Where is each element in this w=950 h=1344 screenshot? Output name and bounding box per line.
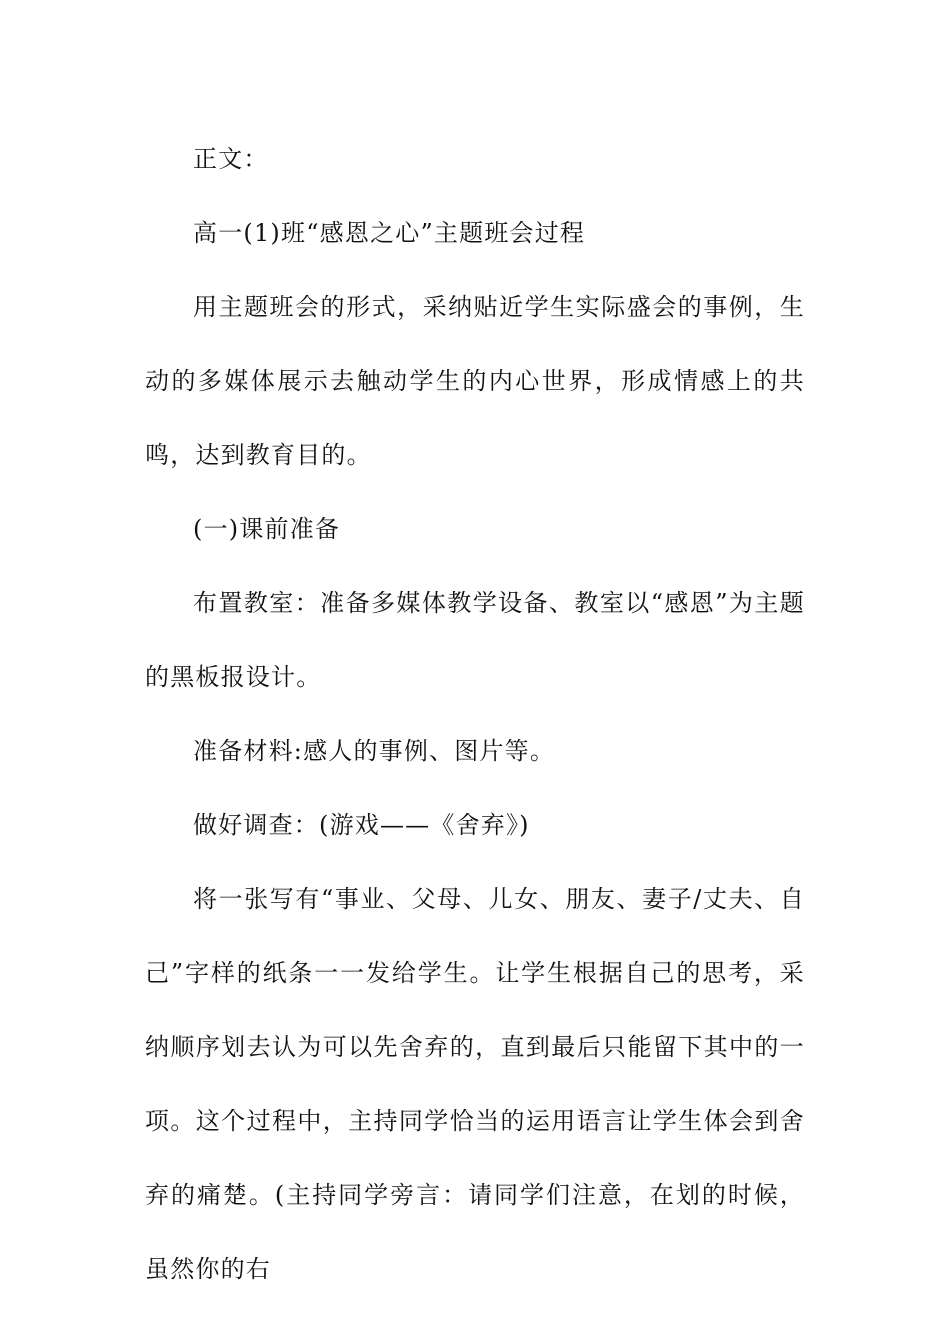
paragraph-purpose: 用主题班会的形式，采纳贴近学生实际盛会的事例，生动的多媒体展示去触动学生的内心世界，形成情感上的共鸣，达到教育目的。 bbox=[145, 293, 805, 469]
paragraph-section-heading: (一)课前准备 bbox=[193, 515, 341, 543]
paragraph-game-description: 将一张写有“事业、父母、儿女、朋友、妻子/丈夫、自己”字样的纸条一一发给学生。让学生根据自己的思考，采纳顺序划去认为可以先舍弃的，直到最后只能留下其中的一项。这个过程中，主持同学恰当的运用语言让学生体会到舍弃的痛楚。(主持同学旁言：请同学们注意，在划的时候，虽然你的右 bbox=[145, 885, 805, 1283]
paragraph-materials: 准备材料:感人的事例、图片等。 bbox=[193, 737, 556, 765]
paragraph-survey: 做好调查：(游戏——《舍弃》) bbox=[193, 811, 530, 839]
paragraph-heading-label: 正文： bbox=[193, 145, 269, 173]
document-body bbox=[145, 122, 805, 1306]
paragraph-title: 高一(1)班“感恩之心”主题班会过程 bbox=[193, 219, 586, 247]
paragraph-classroom-setup: 布置教室：准备多媒体教学设备、教室以“感恩”为主题的黑板报设计。 bbox=[145, 589, 805, 691]
